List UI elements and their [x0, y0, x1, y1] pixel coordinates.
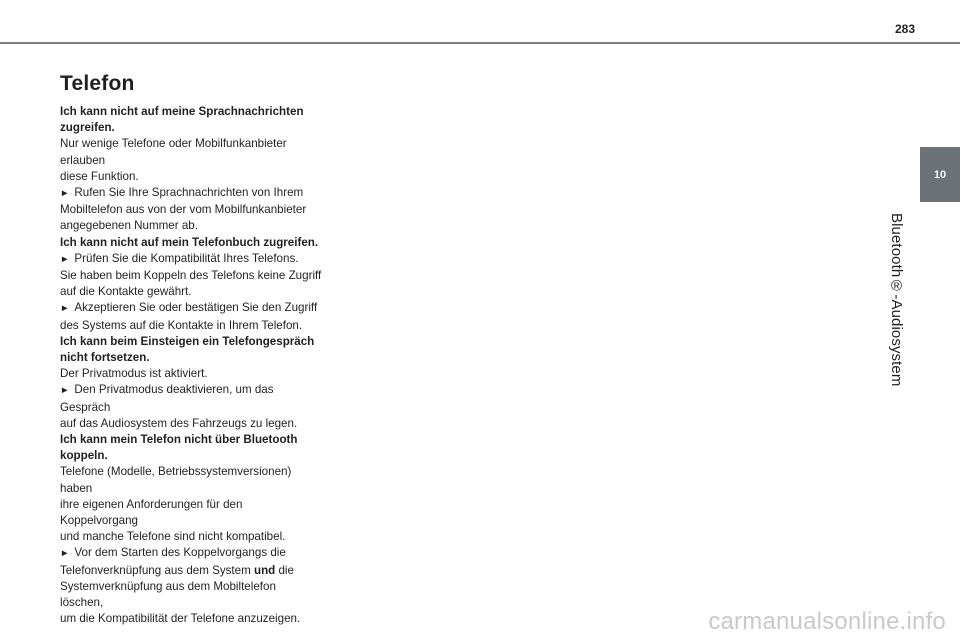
arrow-icon: ►	[60, 253, 70, 265]
chapter-tab[interactable]	[920, 147, 960, 202]
arrow-icon: ►	[60, 385, 70, 397]
solution-line: angegebenen Nummer ab.	[60, 219, 198, 233]
solution-line	[60, 300, 322, 317]
solution-text: Telefonverknüpfung aus dem System	[60, 563, 254, 577]
answer-line: Sie haben beim Koppeln des Telefons keine Zugriff	[60, 269, 322, 283]
question-line: Ich kann beim Einsteigen ein Telefongespräch	[60, 334, 315, 348]
answer-line: auf die Kontakte gewährt.	[60, 285, 192, 299]
solution-text: Vor dem Starten des Koppelvorgangs die	[74, 546, 286, 560]
solution-line: Systemverknüpfung aus dem Mobiltelefon löschen,	[60, 579, 276, 610]
solution-text: die	[275, 563, 294, 577]
solution-line: des Systems auf die Kontakte in Ihrem Telefon.	[60, 318, 303, 332]
answer-line: ihre eigenen Anforderungen für den Koppelvorgang	[60, 497, 243, 528]
arrow-icon: ►	[60, 188, 70, 200]
solution-text: Prüfen Sie die Kompatibilität Ihres Telefons.	[74, 251, 299, 265]
answer-line: Telefone (Modelle, Betriebssystemversionen) haben	[60, 465, 292, 495]
header-divider	[0, 42, 960, 44]
chapter-number: 10	[933, 168, 947, 181]
question-line: Ich kann nicht auf mein Telefonbuch zugreifen.	[60, 235, 319, 249]
solution-line	[60, 563, 322, 579]
solution-line: um die Kompatibilität der Telefone anzuzeigen.	[60, 612, 301, 626]
emphasis-text: und	[253, 563, 276, 577]
faq-text	[60, 104, 322, 628]
answer-line: und manche Telefone sind nicht kompatibel.	[60, 530, 286, 544]
page-number: 283	[894, 22, 915, 36]
answer-line: Nur wenige Telefone oder Mobilfunkanbieter erlauben	[60, 137, 287, 167]
solution-line	[60, 382, 322, 415]
chapter-title: Bluetooth®-Audiosystem	[888, 213, 905, 387]
solution-line	[60, 185, 322, 202]
solution-text: Rufen Sie Ihre Sprachnachrichten von Ihrem	[74, 186, 304, 200]
answer-line: Der Privatmodus ist aktiviert.	[60, 367, 208, 381]
question-line: nicht fortsetzen.	[60, 351, 150, 365]
section-title: Telefon	[60, 72, 135, 95]
question-line: Ich kann mein Telefon nicht über Bluetooth	[60, 433, 298, 447]
watermark: carmanualsonline.info	[708, 608, 946, 635]
question-line: Ich kann nicht auf meine Sprachnachrichten	[60, 105, 304, 118]
solution-text: Akzeptieren Sie oder bestätigen Sie den Zugriff	[74, 301, 318, 315]
solution-line: Mobiltelefon aus von der vom Mobilfunkanbieter	[60, 203, 307, 217]
solution-line	[60, 545, 322, 562]
solution-line	[60, 251, 322, 268]
solution-line: auf das Audiosystem des Fahrzeugs zu legen.	[60, 416, 298, 430]
question-line: koppeln.	[60, 449, 108, 463]
solution-text: Den Privatmodus deaktivieren, um das Gespräch	[60, 383, 274, 414]
answer-line: diese Funktion.	[60, 169, 139, 183]
question-line: zugreifen.	[60, 121, 115, 135]
arrow-icon: ►	[60, 303, 70, 315]
arrow-icon: ►	[60, 548, 70, 560]
content-column	[60, 72, 322, 628]
